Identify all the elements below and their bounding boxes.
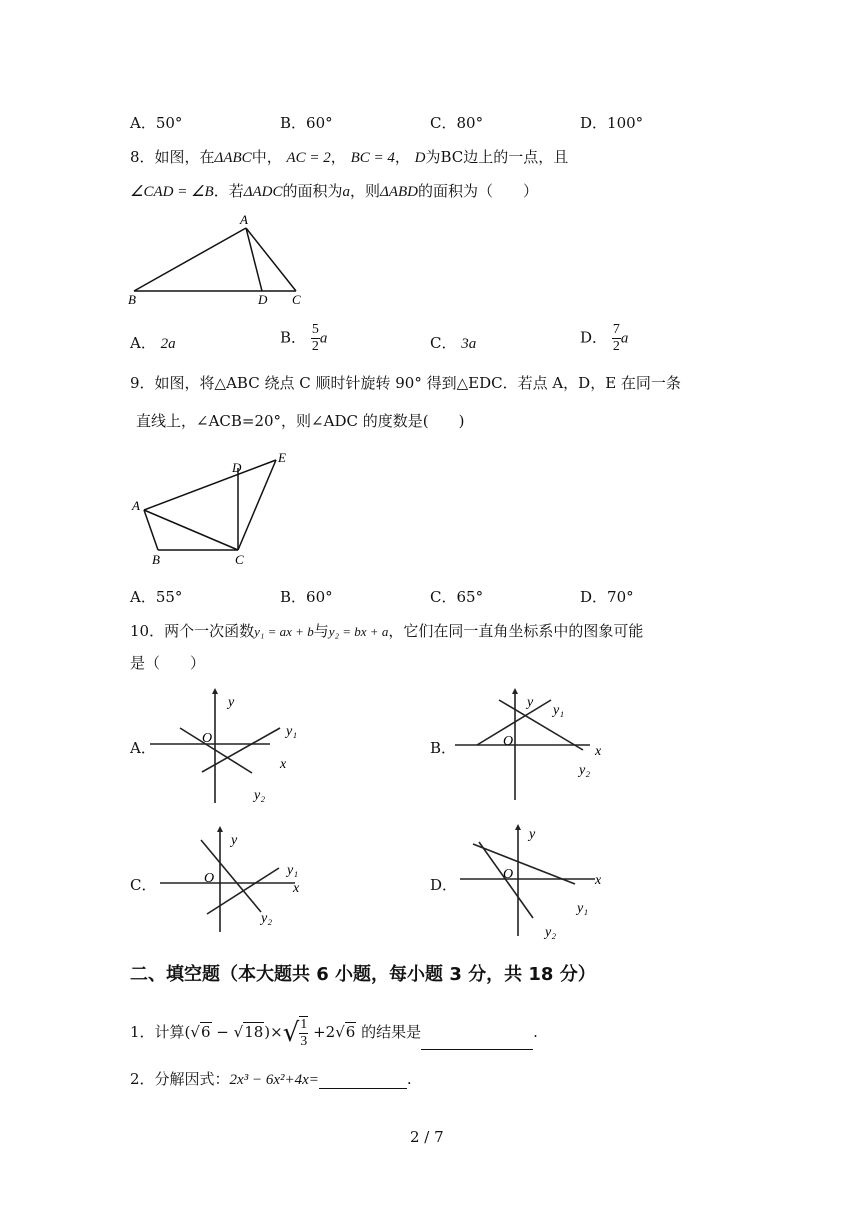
q10-graph-c	[155, 826, 315, 938]
page-number: 2 / 7	[410, 1128, 444, 1146]
q9-rotation-figure	[128, 448, 298, 570]
q9-option-b: B．60°	[280, 588, 333, 606]
q7-option-c: C．80°	[430, 114, 484, 132]
q7-option-a: A．50°	[130, 114, 183, 132]
q9-label-d: D	[232, 460, 242, 475]
q7-option-d: D．100°	[580, 114, 644, 132]
q9-label-a: A	[132, 498, 140, 513]
svg-text:y: y	[527, 695, 534, 710]
q10-graph-a-label: A．	[130, 739, 156, 757]
q7-option-b: B．60°	[280, 114, 333, 132]
svg-text:y₁: y₁	[553, 703, 565, 718]
svg-text:O: O	[503, 867, 514, 882]
svg-text:y₁: y₁	[287, 863, 299, 878]
q9-option-c: C．65°	[430, 588, 484, 606]
svg-text:O: O	[503, 734, 514, 749]
q8-option-d: D． $\frac{7}{2}$ a	[580, 322, 629, 354]
svg-text:x: x	[595, 744, 602, 759]
svg-text:y₂: y₂	[579, 763, 591, 778]
svg-text:y₁: y₁	[286, 724, 298, 739]
svg-text:y: y	[529, 827, 536, 842]
q8-triangle-figure	[125, 212, 315, 310]
q10-graph-b	[455, 688, 615, 808]
q9-label-e: E	[278, 450, 286, 465]
q8-option-b: B． $\frac{5}{2}$ a	[280, 322, 328, 354]
svg-text:y: y	[231, 833, 238, 848]
svg-text:y₂: y₂	[545, 925, 557, 940]
fill-q2: 2．分解因式：2x³ − 6x²+4x= .	[130, 1070, 412, 1088]
q10-graph-d	[455, 824, 620, 944]
q10-graph-c-label: C．	[130, 876, 157, 894]
q8-line2: ∠CAD = ∠B．若ΔADC的面积为a，则ΔABD的面积为（ ）	[130, 182, 539, 200]
q9-option-a: A．55°	[130, 588, 183, 606]
svg-text:O: O	[202, 731, 213, 746]
fill-q1: 1．计算(√6 − √18)×√ $\frac{1}{3}$ +2√6 的结果是 .	[130, 1017, 538, 1049]
q9-label-c: C	[235, 552, 244, 567]
svg-text:y: y	[228, 695, 235, 710]
q8-option-c: C． 3a	[430, 334, 477, 352]
svg-text:y₂: y₂	[254, 788, 266, 803]
q9-label-b: B	[152, 552, 160, 567]
q9-option-d: D．70°	[580, 588, 634, 606]
svg-text:O: O	[204, 871, 215, 886]
q10-line2: 是（ ）	[130, 654, 206, 672]
svg-text:x: x	[280, 757, 287, 772]
q10-graph-b-label: B．	[430, 739, 457, 757]
q8-line1: 8．如图，在ΔABC中， AC = 2， BC = 4， D为BC边上的一点，且	[130, 148, 569, 166]
q9-line1: 9．如图，将△ABC 绕点 C 顺时针旋转 90° 得到△EDC．若点 A，D，E 在同一条	[130, 374, 681, 392]
svg-text:x: x	[595, 873, 602, 888]
q8-label-c: C	[292, 292, 301, 307]
q8-label-d: D	[258, 292, 268, 307]
q10-graph-d-label: D．	[430, 876, 458, 894]
svg-text:x: x	[293, 881, 300, 896]
q9-line2: 直线上，∠ACB=20°，则∠ADC 的度数是( )	[136, 412, 465, 430]
q10-line1: 10．两个一次函数y₁ = ax + b与y₂ = bx + a，它们在同一直角坐标系中的图象可能	[130, 622, 644, 640]
q10-graph-a	[150, 688, 310, 808]
q8-label-b: B	[128, 292, 136, 307]
q8-option-a: A． 2a	[130, 334, 176, 352]
q8-label-a: A	[240, 212, 248, 227]
section-heading: 二、填空题（本大题共 6 小题，每小题 3 分，共 18 分）	[130, 964, 596, 985]
svg-text:y₂: y₂	[261, 911, 273, 926]
svg-text:y₁: y₁	[577, 901, 589, 916]
